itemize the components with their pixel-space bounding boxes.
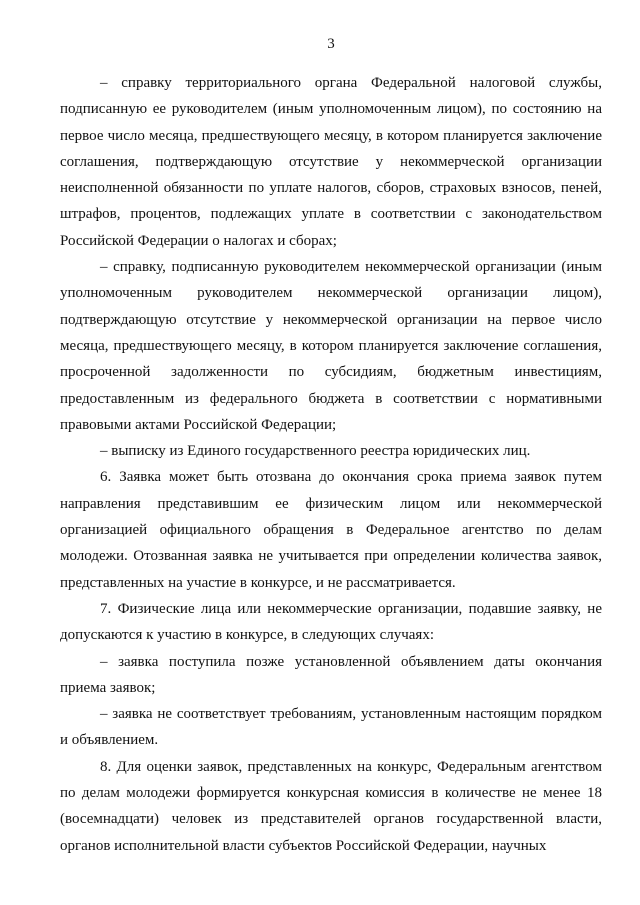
paragraph-noncompliant-application: – заявка не соответствует требованиям, установленным настоящим порядком и объявлением.	[60, 706, 602, 749]
paragraph-registry-extract: – выписку из Единого государственного реестра юридических лиц.	[100, 443, 531, 460]
paragraph-item-7: 7. Физические лица или некоммерческие организации, подавшие заявку, не допускаются к участию в конкурсе, в следующих случаях:	[60, 600, 602, 644]
paragraph-tax-certificate: – справку территориального органа Федеральной налоговой службы, подписанную ее руководителем (иным уполномоченным лицом), по состоянию на первое число месяца, предшествующего месяцу, в котором планируется заключение соглашения, подтверждающую отсутствие у некоммерческой организации неисполненной обязанности по уплате налогов, сборов, страховых взносов, пеней, штрафов, процентов, подлежащих уплате в соответствии с законодательством Российской Федерации о налогах и сборах;	[60, 75, 602, 249]
paragraph-late-application: – заявка поступила позже установленной объявлением даты окончания приема заявок;	[60, 653, 602, 696]
document-page	[60, 34, 602, 859]
page-number: 3	[327, 36, 335, 52]
paragraph-item-8: 8. Для оценки заявок, представленных на конкурс, Федеральным агентством по делам молодежи формируется конкурсная комиссия в количестве не менее 18 (восемнадцати) человек из представителей органов государственной власти, органов исполнительной власти субъектов Российской Федерации, научных	[60, 758, 602, 854]
paragraph-item-6: 6. Заявка может быть отозвана до окончания срока приема заявок путем направления представившим ее физическим лицом или некоммерческой организацией официального обращения в Федеральное агентство по делам молодежи. Отозванная заявка не учитывается при определении количества заявок, представленных на участие в конкурсе, и не рассматривается.	[60, 469, 602, 591]
paragraph-debt-certificate: – справку, подписанную руководителем некоммерческой организации (иным уполномоченным руководителем некоммерческой организации лицом), подтверждающую отсутствие у некоммерческой организации на первое число месяца, предшествующего месяцу, в котором планируется заключение соглашения, просроченной задолженности по субсидиям, бюджетным инвестициям, предоставленным из федерального бюджета в соответствии с нормативными правовыми актами Российской Федерации;	[60, 259, 602, 433]
